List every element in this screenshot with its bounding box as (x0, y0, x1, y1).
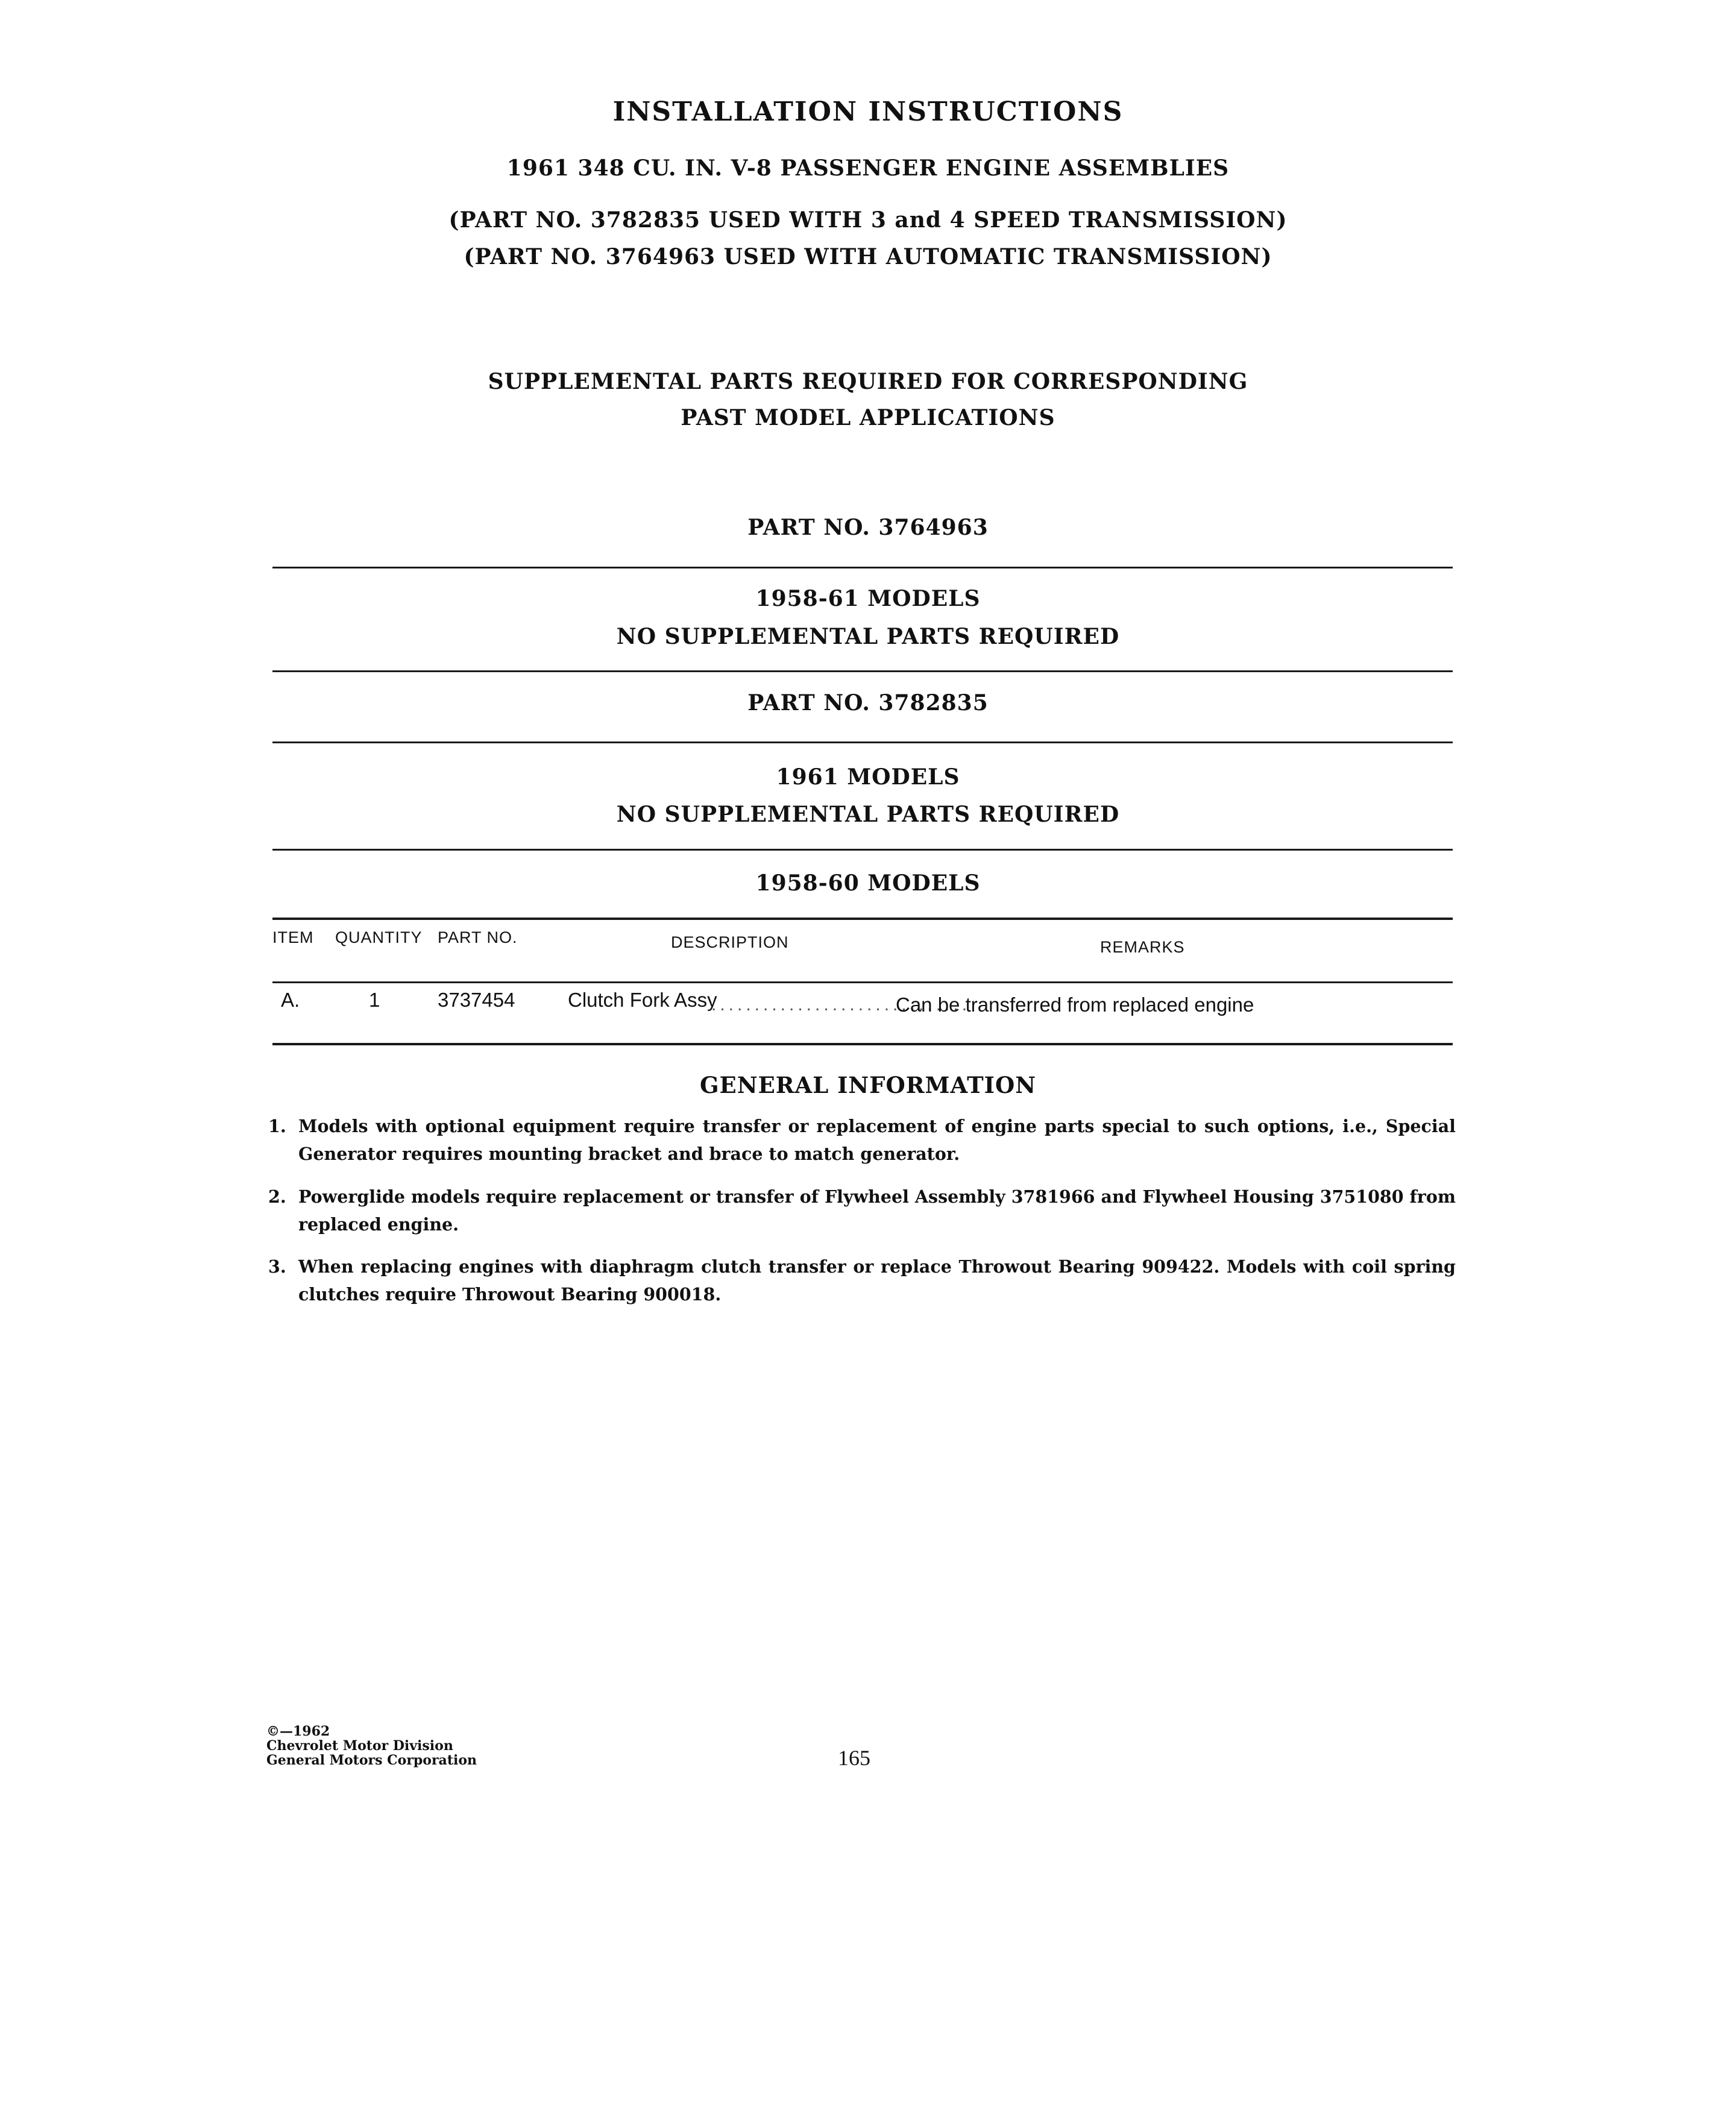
divider-rule (272, 849, 1453, 851)
column-header-description: DESCRIPTION (671, 933, 789, 951)
item-text: Models with optional equipment require transfer or replacement of engine parts special to such options, i.e., Special Generator requires mounting bracket and brace to match generator. (298, 1116, 1456, 1164)
page-number: 165 (838, 1746, 870, 1770)
general-information-heading: GENERAL INFORMATION (699, 1072, 1037, 1098)
section-models-1958-61: 1958-61 MODELS (755, 586, 981, 611)
cell-remarks: Can be transferred from replaced engine (896, 993, 1254, 1016)
item-number: 1. (268, 1116, 286, 1136)
part-no-automatic-line: (PART NO. 3764963 USED WITH AUTOMATIC TRANSMISSION) (464, 244, 1272, 269)
column-header-item: ITEM (272, 928, 314, 946)
cell-description: Clutch Fork Assy (568, 989, 717, 1011)
column-header-quantity: QUANTITY (335, 928, 423, 946)
cell-item: A. (281, 989, 300, 1011)
item-number: 3. (268, 1256, 286, 1277)
cell-quantity: 1 (369, 989, 380, 1011)
engine-assemblies-heading: 1961 348 CU. IN. V-8 PASSENGER ENGINE ASSEMBLIES (506, 156, 1230, 181)
divider-rule (272, 670, 1453, 672)
general-info-item-3 (268, 1253, 1456, 1308)
copyright-year: ©—1962 (266, 1724, 330, 1739)
general-info-item-1 (268, 1112, 1456, 1168)
divider-rule (272, 567, 1453, 568)
column-header-part-no: PART NO. (438, 928, 518, 946)
corporation-name: General Motors Corporation (266, 1752, 477, 1768)
division-name: Chevrolet Motor Division (266, 1738, 453, 1754)
section-part-no-3764963: PART NO. 3764963 (747, 515, 989, 540)
item-text: Powerglide models require replacement or transfer of Flywheel Assembly 3781966 and Flywheel Housing 3751080 from replaced engine. (298, 1186, 1456, 1235)
supplemental-heading-line1: SUPPLEMENTAL PARTS REQUIRED FOR CORRESPONDING (488, 369, 1248, 394)
section-models-1958-60: 1958-60 MODELS (755, 871, 981, 896)
item-text: When replacing engines with diaphragm clutch transfer or replace Throwout Bearing 909422. Models with coil spring clutches require Throwout Bearing 900018. (298, 1256, 1456, 1305)
column-header-remarks: REMARKS (1100, 938, 1185, 956)
document-title: INSTALLATION INSTRUCTIONS (612, 96, 1124, 127)
no-supplemental-parts-note: NO SUPPLEMENTAL PARTS REQUIRED (616, 802, 1120, 827)
item-number: 2. (268, 1186, 286, 1207)
dot-leader: .............................. (711, 995, 971, 1015)
table-header-rule (272, 981, 1453, 983)
supplemental-heading-line2: PAST MODEL APPLICATIONS (681, 405, 1055, 430)
part-no-manual-line: (PART NO. 3782835 USED WITH 3 and 4 SPEED TRANSMISSION) (448, 207, 1288, 233)
no-supplemental-parts-note: NO SUPPLEMENTAL PARTS REQUIRED (616, 624, 1120, 649)
copyright-block (266, 1724, 477, 1768)
general-info-item-2 (268, 1183, 1456, 1238)
table-bottom-rule (272, 1043, 1453, 1045)
divider-rule (272, 741, 1453, 743)
section-part-no-3782835: PART NO. 3782835 (747, 690, 989, 716)
section-models-1961: 1961 MODELS (776, 764, 960, 790)
table-top-rule (272, 918, 1453, 920)
cell-part-no: 3737454 (438, 989, 515, 1011)
